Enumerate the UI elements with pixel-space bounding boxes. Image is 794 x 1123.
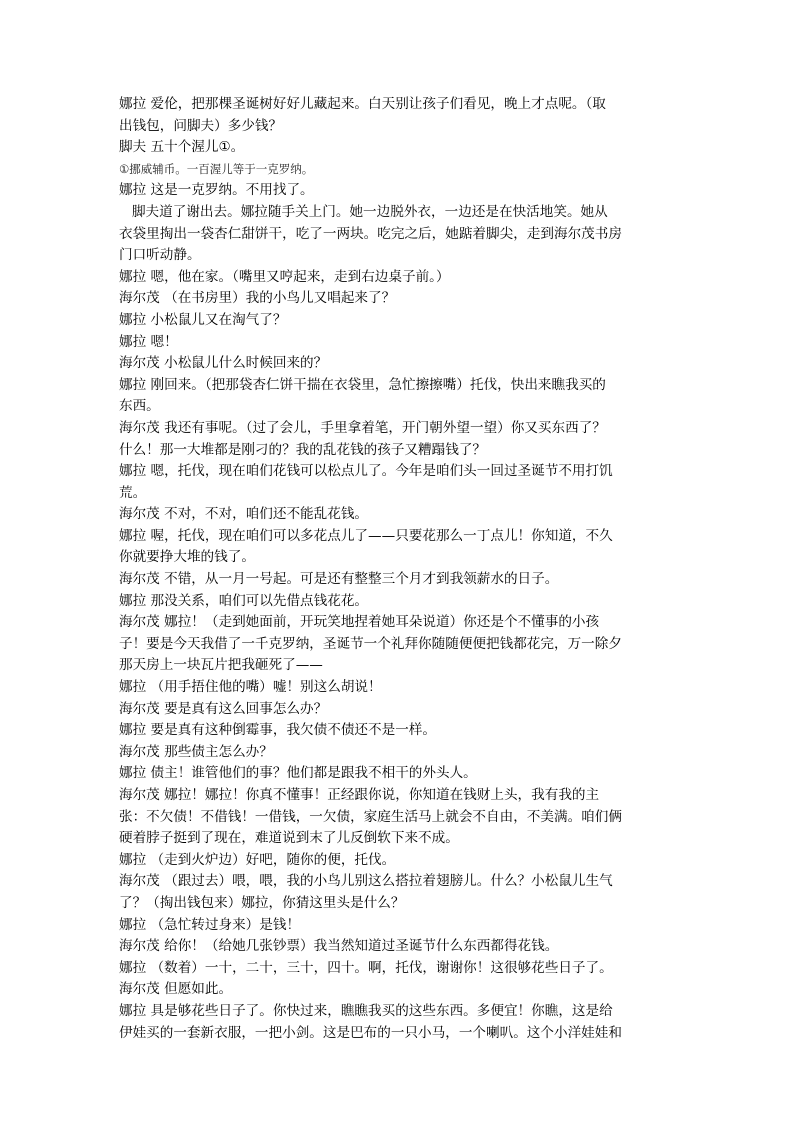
text-line: 海尔茂 娜拉！娜拉！你真不懂事！正经跟你说，你知道在钱财上头，我有我的主 (119, 787, 600, 803)
text-line: 海尔茂 小松鼠儿什么时候回来的？ (119, 355, 328, 372)
text-line: 海尔茂 不错，从一月一号起。可是还有整整三个月才到我领薪水的日子。 (119, 571, 559, 588)
text-line: 娜拉 喔，托伐，现在咱们可以多花点儿了——只要花那么一丁点儿！你知道，不久 (119, 527, 613, 544)
text-line: 脚夫 五十个渥儿①。 (119, 139, 245, 156)
text-line: 什么！那一大堆都是刚刁的？我的乱花钱的孩子又糟蹋钱了？ (119, 441, 487, 458)
text-line: 娜拉 嗯！ (119, 333, 178, 350)
text-line: 海尔茂 但愿如此。 (119, 981, 233, 998)
text-line: 海尔茂 要是真有这么回事怎么办？ (119, 700, 328, 717)
text-line: 娜拉 爱伦，把那棵圣诞树好好儿藏起来。白天别让孩子们看见，晚上才点呢。（取 (119, 96, 606, 112)
text-line: 娜拉 嗯，托伐，现在咱们花钱可以松点儿了。今年是咱们头一回过圣诞节不用打饥 (119, 463, 613, 480)
text-line: 海尔茂 给你！（给她几张钞票）我当然知道过圣诞节什么东西都得花钱。 (119, 938, 559, 955)
text-line: 娜拉 那没关系，咱们可以先借点钱花花。 (119, 592, 369, 609)
text-line: 你就要挣大堆的钱了。 (119, 549, 255, 566)
text-line: 荒。 (119, 484, 147, 501)
text-line: 娜拉 嗯，他在家。（嘴里又哼起来，走到右边桌子前。） (119, 268, 450, 285)
text-line: 硬着脖子挺到了现在，难道说到末了儿反倒软下来不成。 (119, 830, 459, 847)
text-line: 海尔茂 （在书房里）我的小鸟儿又唱起来了？ (119, 290, 396, 307)
text-line: 娜拉 （数着）一十，二十，三十，四十。啊，托伐，谢谢你！这很够花些日子了。 (119, 959, 613, 976)
text-line: 娜拉 （急忙转过身来）是钱！ (119, 916, 301, 933)
stage-direction-line: 脚夫道了谢出去。娜拉随手关上门。她一边脱外衣，一边还是在快活地笑。她从 (119, 203, 608, 220)
stage-direction-line: 衣袋里掏出一袋杏仁甜饼干，吃了一两块。吃完之后，她踮着脚尖，走到海尔茂书房 (119, 225, 622, 242)
text-line: 娜拉 刚回来。（把那袋杏仁饼干揣在衣袋里，急忙擦擦嘴）托伐，快出来瞧我买的 (119, 376, 606, 393)
text-line: 娜拉 要是真有这种倒霉事，我欠债不债还不是一样。 (119, 722, 436, 739)
text-line: 了？（掏出钱包来）娜拉，你猜这里头是什么？ (119, 894, 405, 911)
footnote: ①挪威辅币。一百渥儿等于一克罗纳。 (119, 161, 314, 176)
text-line: 娜拉 这是一克罗纳。不用找了。 (119, 182, 314, 199)
text-line: 那天房上一块瓦片把我砸死了—— (119, 657, 323, 674)
text-line: 东西。 (119, 398, 160, 415)
stage-direction-line: 门口听动静。 (119, 247, 201, 264)
text-line: 娜拉 小松鼠儿又在淘气了？ (119, 311, 287, 328)
text-line: 子！要是今天我借了一千克罗纳，圣诞节一个礼拜你随随便便把钱都花完，万一除夕 (119, 635, 622, 652)
text-line: 海尔茂 那些债主怎么办？ (119, 743, 273, 760)
text-line: 娜拉 （走到火炉边）好吧，随你的便，托伐。 (119, 851, 396, 868)
text-line: 海尔茂 （跟过去）喂，喂，我的小鸟儿别这么搭拉着翅膀儿。什么？小松鼠儿生气 (119, 873, 613, 890)
text-line: 伊娃买的一套新衣服，一把小剑。这是巴布的一只小马，一个喇叭。这个小洋娃娃和 (119, 1024, 622, 1041)
text-line: 海尔茂 不对，不对，咱们还不能乱花钱。 (119, 506, 369, 523)
text-line: 娜拉 具是够花些日子了。你快过来，瞧瞧我买的这些东西。多便宜！你瞧，这是给 (119, 1002, 613, 1019)
text-line: 海尔茂 我还有事呢。（过了会儿，手里拿着笔，开门朝外望一望）你又买东西了？ (119, 419, 606, 436)
text-line: 娜拉 （用手捂住他的嘴）嘘！别这么胡说！ (119, 679, 382, 696)
text-line: 海尔茂 娜拉！（走到她面前，开玩笑地捏着她耳朵说道）你还是个不懂事的小孩 (119, 614, 600, 631)
document-body (119, 94, 639, 1044)
text-line: 张：不欠债！不借钱！一借钱，一欠债，家庭生活马上就会不自由，不美满。咱们俩 (119, 808, 622, 825)
text-line: 娜拉 债主！谁管他们的事？他们都是跟我不相干的外头人。 (119, 765, 477, 782)
text-line: 出钱包，问脚夫）多少钱？ (119, 117, 283, 134)
